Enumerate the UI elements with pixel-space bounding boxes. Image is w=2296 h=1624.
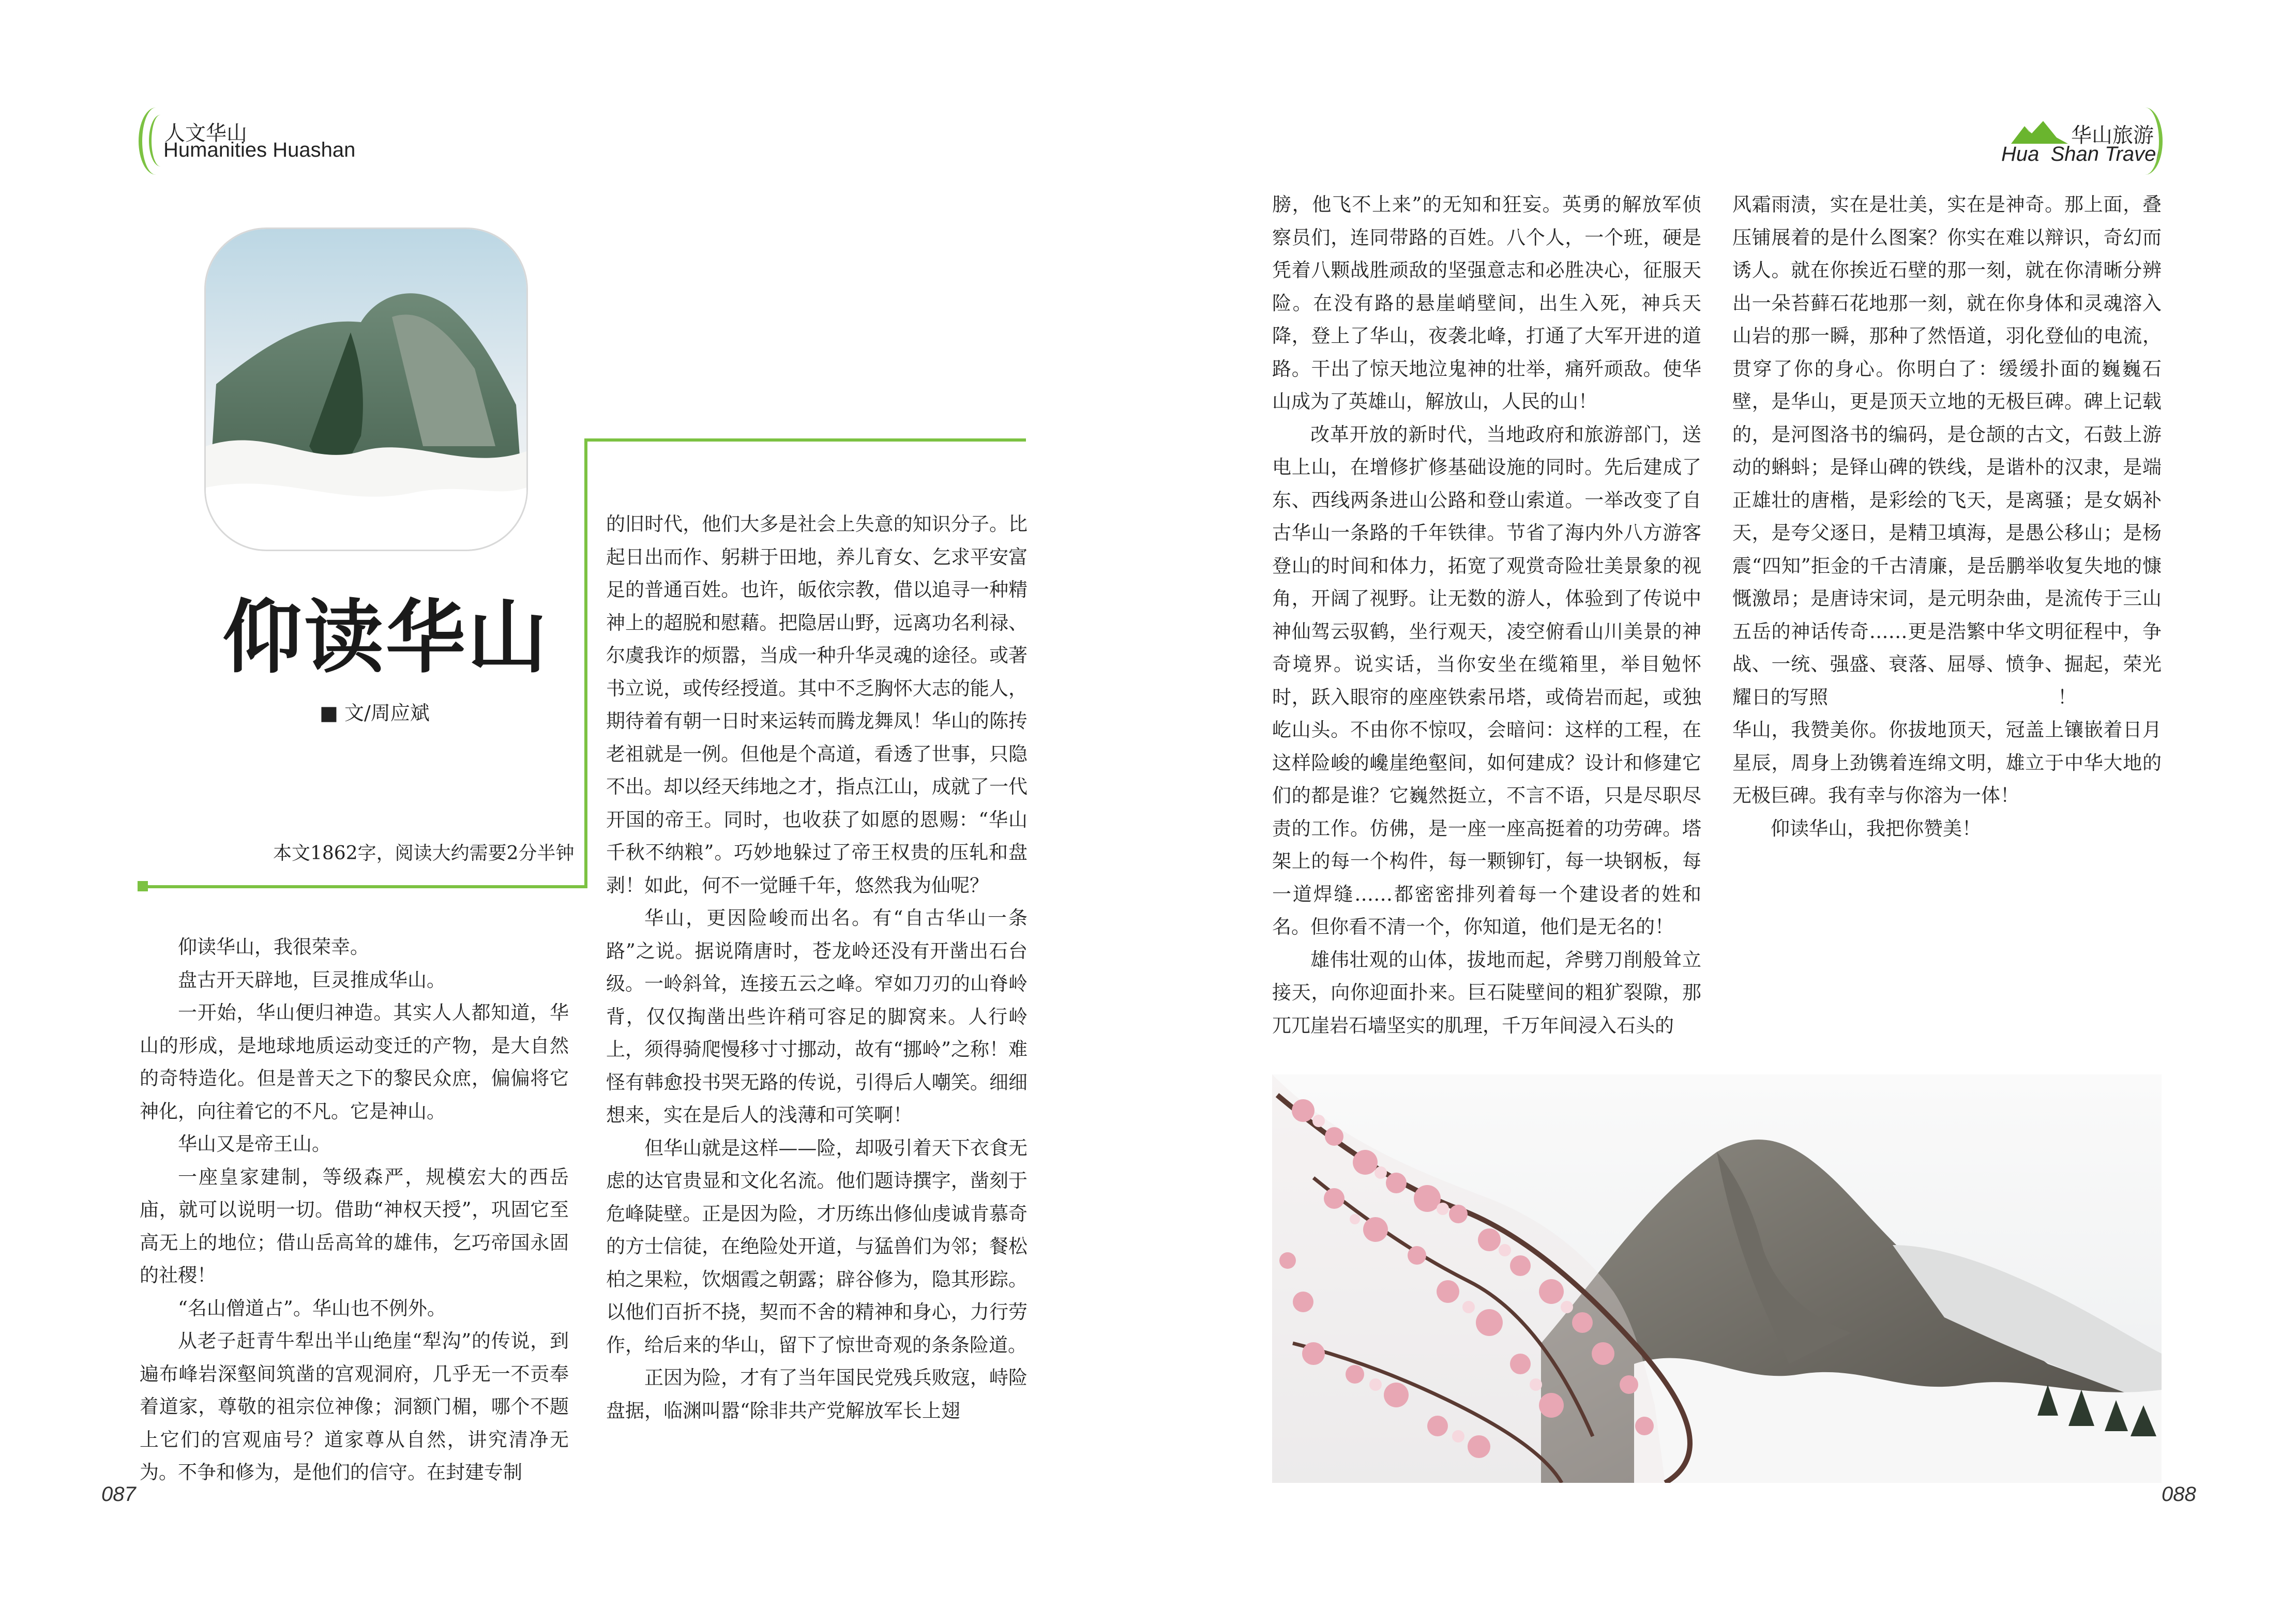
header-left-title-en: Humanities Huashan	[163, 139, 356, 161]
frame-line-bottom	[140, 885, 587, 888]
page-number-left: 087	[101, 1483, 136, 1506]
text-column-2	[606, 508, 1028, 1427]
frame-line-vertical	[584, 438, 587, 888]
header-right-title-cn: 华山旅游	[2071, 124, 2154, 147]
paragraph: 的旧时代，他们大多是社会上失意的知识分子。比起日出而作、躬耕于田地，养儿育女、乞求平安富足的普通百姓。也许，皈依宗教，借以追寻一种精神上的超脱和慰藉。把隐居山野，远离功名利禄、尔虞我诈的烦嚣，当成一种升华灵魂的途径。或著书立说，或传经授道。其中不乏胸怀大志的能人，期待着有朝一日时来运转而腾龙舞凤！华山的陈抟老祖就是一例。但他是个高道，看透了世事，只隐不出。却以经天纬地之才，指点江山，成就了一代开国的帝王。同时，也收获了如愿的恩赐：“华山千秋不纳粮”。巧妙地躲过了帝王权贵的压轧和盘剥！如此，何不一觉睡千年，悠然我为仙呢？	[606, 513, 1028, 897]
paragraph: 仰读华山，我很荣幸。	[178, 936, 369, 958]
header-right-arc	[2128, 108, 2163, 175]
page-number-right: 088	[2162, 1483, 2196, 1506]
article-byline: ■ 文/周应斌	[320, 702, 430, 724]
paragraph: 盘古开天辟地，巨灵推成华山。	[178, 968, 446, 991]
paragraph: 但华山就是这样——险，却吸引着天下衣食无虑的达官贵显和文化名流。他们题诗撰字，凿刻于危峰陡壁。正是因为险，才历练出修仙虔诚肯慕奇的方士信徒，在绝险处开道，与猛兽们为邻；餐松柏之果粒，饮烟霞之朝露；辟谷修为，隐其形踪。以他们百折不挠，契而不舍的精神和身心，力行劳作，给后来的华山，留下了惊世奇观的条条险道。	[606, 1136, 1028, 1356]
paragraph: “名山僧道占”。华山也不例外。	[178, 1297, 446, 1319]
read-time-note: 本文1862字，阅读大约需要2分半钟	[273, 843, 575, 864]
text-column-1	[140, 931, 569, 1489]
frame-line-top	[584, 438, 1026, 442]
huashan-peak-photo	[204, 227, 528, 551]
paragraph: 从老子赶青牛犁出半山绝崖“犁沟”的传说，到遍布峰岩深壑间筑凿的宫观洞府，几乎无一不贡奉着道家，尊敬的祖宗位神像；洞额门楣，哪个不题上它们的宫观庙号？道家尊从自然，讲究清净无为。不争和修为，是他们的信守。在封建专制	[140, 1330, 569, 1483]
paragraph: 改革开放的新时代，当地政府和旅游部门，送电上山，在增修扩修基础设施的同时。先后建成了东、西线两条进山公路和登山索道。一举改变了自古华山一条路的千年铁律。节省了海内外八方游客登山的时间和体力，拓宽了观赏奇险壮美景象的视角，开阔了视野。让无数的游人，体验到了传说中神仙驾云驭鹤，坐行观天，凌空俯看山川美景的神奇境界。说实话，当你安坐在缆箱里，举目勉怀时，跃入眼帘的座座铁索吊塔，或倚岩而起，或独屹山头。不由你不惊叹，会暗问：这样的工程，在这样险峻的巉崖绝壑间，如何建成？设计和修建它们的都是谁？它巍然挺立，不言不语，只是尽职尽责的工作。仿佛，是一座一座高挺着的功劳碑。塔架上的每一个构件，每一颗铆钉，每一块钢板，每一道焊缝……都密密排列着每一个建设者的姓和名。但你看不清一个，你知道，他们是无名的！	[1272, 423, 1701, 938]
paragraph: 一开始，华山便归神造。其实人人都知道，华山的形成，是地球地质运动变迁的产物，是大自然的奇特造化。但是普天之下的黎民众庶，偏偏将它神化，向往着它的不凡。它是神山。	[140, 1001, 569, 1122]
paragraph: 正因为险，才有了当年国民党残兵败寇，峙险盘据，临渊叫嚣“除非共产党解放军长上翅	[606, 1367, 1028, 1422]
header-right-title-en: Hua Shan Travel	[2001, 143, 2161, 165]
paragraph: 一座皇家建制，等级森严，规模宏大的西岳庙，就可以说明一切。借助“神权天授”，巩固它至高无上的地位；借山岳高耸的雄伟，乞巧帝国永固的社稷！	[140, 1165, 569, 1286]
header-left-title-cn: 人文华山	[164, 122, 247, 145]
text-column-4	[1732, 188, 2162, 845]
paragraph: 仰读华山，我把你赞美！	[1771, 817, 1981, 840]
text-column-3	[1272, 188, 1701, 1042]
paragraph: 华山，我赞美你。你拔地顶天，冠盖上镶嵌着日月星辰，周身上劲镌着连绵文明，雄立于中华大地的无极巨碑。我有幸与你溶为一体！	[1732, 719, 2162, 807]
paragraph: 风霜雨渍，实在是壮美，实在是神奇。那上面，叠压铺展着的是什么图案？你实在难以辩识，奇幻而诱人。就在你挨近石壁的那一刻，就在你清晰分辨出一朵苔藓石花地那一刻，就在你身体和灵魂溶入山岩的那一瞬，那种了然悟道，羽化登仙的电流，贯穿了你的身心。你明白了：缓缓扑面的巍巍石壁，是华山，更是顶天立地的无极巨碑。碑上记载的，是河图洛书的编码，是仓颉的古文，石鼓上游动的蝌蚪；是铎山碑的铁线，是谐朴的汉隶，是端正雄壮的唐楷，是彩绘的飞天，是离骚；是女娲补天，是夸父逐日，是精卫填海，是愚公移山；是杨震“四知”拒金的千古清廉，是岳鹏举收复失地的慷慨激昂；是唐诗宋词，是元明杂曲，是流传于三山五岳的神话传奇……更是浩繁中华文明征程中，争战、一统、强盛、衰落、屈辱、愤争、掘起，荣光耀日的写照 ！	[1732, 193, 2162, 708]
blossom-mountain-photo	[1272, 1074, 2162, 1483]
article-title: 仰读华山	[222, 590, 550, 684]
frame-line-dot	[138, 881, 148, 891]
paragraph: 雄伟壮观的山体，拔地而起，斧劈刀削般耸立接天，向你迎面扑来。巨石陡壁间的粗犷裂隙，那兀兀崖岩石墙坚实的肌理，千万年间浸入石头的	[1272, 948, 1701, 1037]
paragraph: 华山，更因险峻而出名。有“自古华山一条路”之说。据说隋唐时，苍龙岭还没有开凿出石台级。一岭斜耸，连接五云之峰。窄如刀刃的山脊岭背，仅仅掏凿出些许稍可容足的脚窝来。人行岭上，须得骑爬慢移寸寸挪动，故有“挪岭”之称！难怪有韩愈投书哭无路的传说，引得后人嘲笑。细细想来，实在是后人的浅薄和可笑啊！	[606, 907, 1028, 1126]
paragraph: 华山又是帝王山。	[178, 1133, 331, 1155]
paragraph: 膀，他飞不上来”的无知和狂妄。英勇的解放军侦察员们，连同带路的百姓。八个人，一个班，硬是凭着八颗战胜顽敌的坚强意志和必胜决心，征服天险。在没有路的悬崖峭壁间，出生入死，神兵天降，登上了华山，夜袭北峰，打通了大军开进的道路。干出了惊天地泣鬼神的壮举，痛歼顽敌。使华山成为了英雄山，解放山，人民的山！	[1272, 193, 1701, 413]
